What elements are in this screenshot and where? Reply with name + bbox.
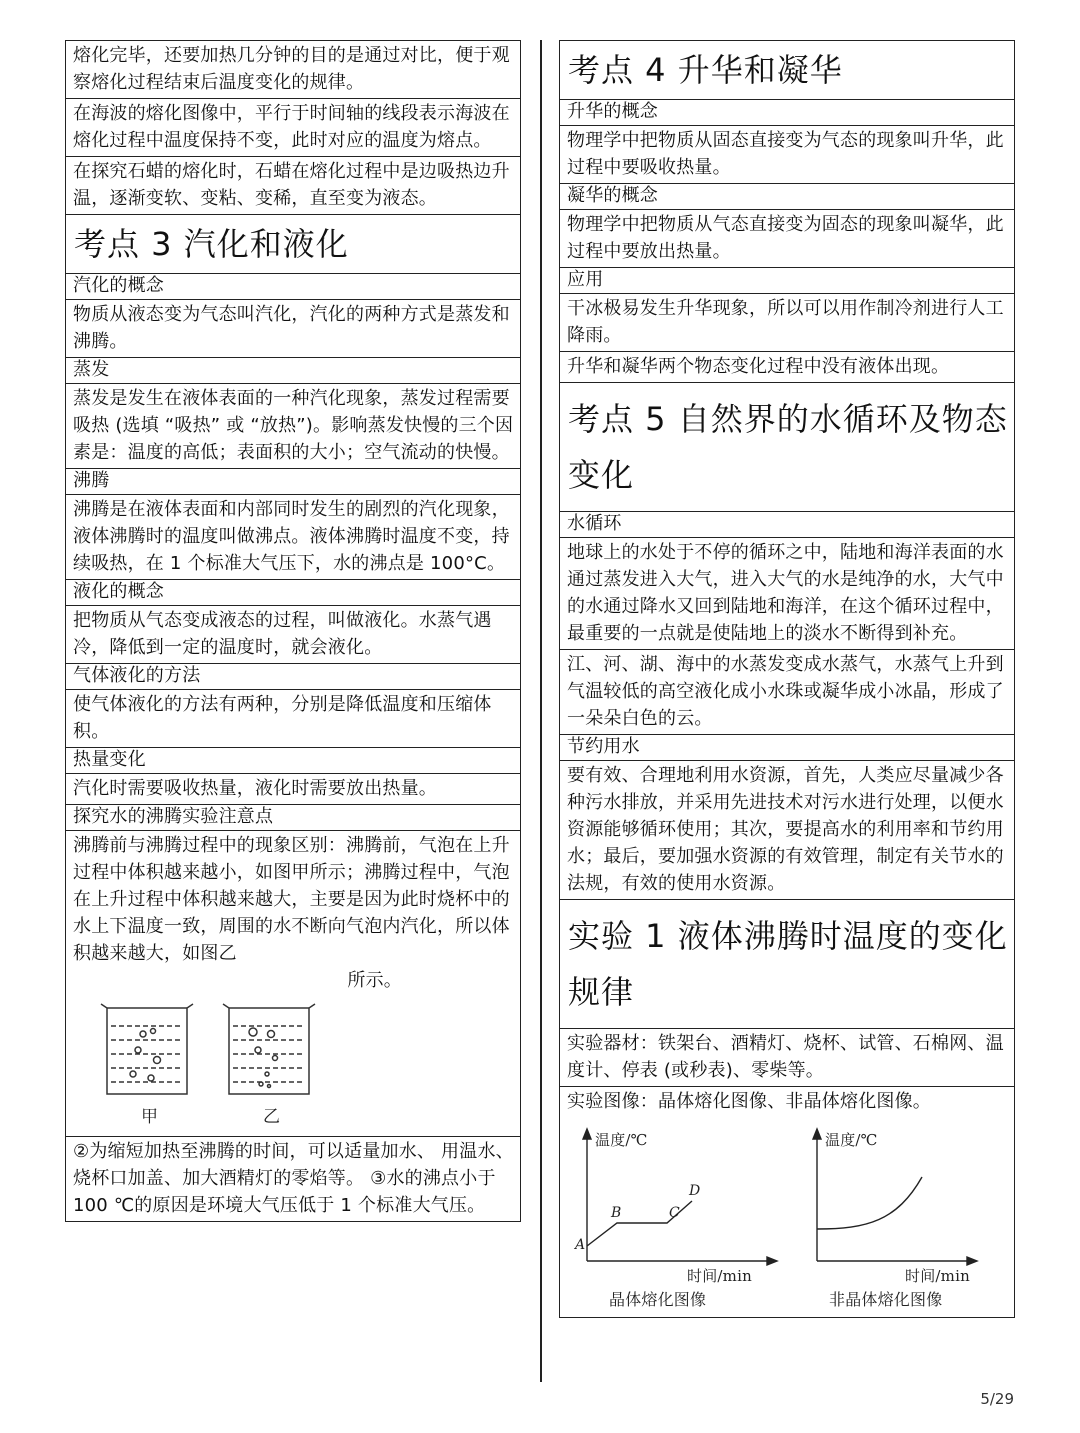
row-label: 应用 [560,267,1014,293]
row-text: 物质从液态变为气态叫汽化，汽化的两种方式是蒸发和沸腾。 [66,299,520,357]
table-row: 在探究石蜡的熔化时，石蜡在熔化过程中是边吸热边升温，逐渐变软、变粘、变稀，直至变为液态。 [66,156,520,214]
experiment-title-1: 实验 1 液体沸腾时温度的变化规律 [560,899,1014,1028]
row-text: 汽化时需要吸收热量，液化时需要放出热量。 [66,773,520,804]
row-text: 地球上的水处于不停的循环之中，陆地和海洋表面的水通过蒸发进入大气，进入大气的水是纯净的水，大气中的水通过降水又回到陆地和海洋，在这个循环过程中，最重要的一点就是使陆地上的淡水不断得到补充。 [560,537,1014,649]
row-text: 把物质从气态变成液态的过程，叫做液化。水蒸气遇冷，降低到一定的温度时，就会液化。 [66,605,520,663]
row-text: 使气体液化的方法有两种，分别是降低温度和压缩体积。 [66,689,520,747]
experiment-equipment: 实验器材：铁架台、酒精灯、烧杯、试管、石棉网、温度计、停表 (或秒表)、零柴等。 [560,1028,1014,1086]
crystal-xlabel: 时间/min [687,1267,752,1285]
row-text: 干冰极易发生升华现象，所以可以用作制冷剂进行人工降雨。 [560,293,1014,351]
beaker-yi [223,1004,315,1094]
beaker-jia [101,1004,193,1094]
point-d: D [689,1183,701,1199]
row-text: 要有效、合理地利用水资源，首先，人类应尽量减少各种污水排放，并采用先进技术对污水进行处理，以便水资源能够循环使用；其次，要提高水的利用率和节约用水；最后，要加强水资源的有效管理，制定有关节水的法规，有效的使用水资源。 [560,760,1014,899]
graph-crystal [583,1129,777,1265]
row-label: 水循环 [560,511,1014,537]
row-text: 物理学中把物质从固态直接变为气态的现象叫升华，此过程中要吸收热量。 [560,125,1014,183]
amorphous-xlabel: 时间/min [905,1267,970,1285]
table-row: 熔化完毕，还要加热几分钟的目的是通过对比，便于观察熔化过程结束后温度变化的规律。 [73,45,510,93]
row-text: 江、河、湖、海中的水蒸发变成水蒸气，水蒸气上升到气温较低的高空液化成小水珠或凝华成小冰晶，形成了一朵朵白色的云。 [560,649,1014,734]
beaker-diagram [93,998,353,1128]
left-column [65,40,521,1222]
column-divider [540,40,542,1382]
row-text: 物理学中把物质从气态直接变为固态的现象叫凝华，此过程中要放出热量。 [560,209,1014,267]
row-text: 蒸发是发生在液体表面的一种汽化现象，蒸发过程需要吸热 (选填 “吸热” 或 “放热”)。影响蒸发快慢的三个因素是：温度的高低；表面积的大小；空气流动的快慢。 [66,383,520,468]
point-b: B [611,1205,622,1221]
row-label: 沸腾 [66,468,520,494]
row-label: 热量变化 [66,747,520,773]
section-title-3: 考点 3 汽化和液化 [66,214,520,273]
boiling-notes-tail: 所示。 [347,970,402,991]
section-title-5: 考点 5 自然界的水循环及物态变化 [560,382,1014,511]
row-label: 汽化的概念 [66,273,520,299]
point-c: C [669,1205,680,1221]
row-label: 节约用水 [560,734,1014,760]
crystal-caption: 晶体熔化图像 [609,1290,707,1309]
row-label: 探究水的沸腾实验注意点 [66,804,520,830]
crystal-ylabel: 温度/℃ [595,1131,648,1149]
experiment-images-caption: 实验图像：晶体熔化图像、非晶体熔化图像。 [567,1091,931,1112]
row-text: 升华和凝华两个物态变化过程中没有液体出现。 [560,351,1014,382]
amorphous-ylabel: 温度/℃ [825,1131,878,1149]
page-number: 5/29 [980,1390,1014,1408]
row-label: 凝华的概念 [560,183,1014,209]
point-a: A [575,1237,586,1253]
graph-amorphous [813,1129,977,1265]
beaker-label-jia: 甲 [141,1107,159,1127]
boiling-notes-text: 沸腾前与沸腾过程中的现象区别：沸腾前，气泡在上升过程中体积越来越小，如图甲所示；沸腾过程中，气泡在上升过程中体积越来越大，主要是因为此时烧杯中的水上下温度一致，周围的水不断向气泡内汽化，所以体积越来越大，如图乙 [73,835,510,964]
table-row: 在海波的熔化图像中，平行于时间轴的线段表示海波在熔化过程中温度保持不变，此时对应的温度为熔点。 [66,98,520,156]
experiment-images [560,1086,1014,1317]
section-title-4: 考点 4 升华和凝华 [568,51,843,89]
row-label: 液化的概念 [66,579,520,605]
row-text: 沸腾是在液体表面和内部同时发生的剧烈的汽化现象，液体沸腾时的温度叫做沸点。液体沸腾时温度不变，持续吸热，在 1 个标准大气压下，水的沸点是 100°C。 [66,494,520,579]
boiling-notes [66,830,520,1136]
amorphous-caption: 非晶体熔化图像 [829,1290,943,1309]
row-label: 气体液化的方法 [66,663,520,689]
beaker-label-yi: 乙 [263,1107,281,1127]
row-label: 蒸发 [66,357,520,383]
right-table [559,40,1015,1318]
melting-graphs [567,1121,987,1311]
extra-notes: ②为缩短加热至沸腾的时间，可以适量加水、 用温水、烧杯口加盖、加大酒精灯的零焰等。 ③水的沸点小于 100 ℃的原因是环境大气压低于 1 个标准大气压。 [66,1136,520,1221]
right-column [559,40,1015,1318]
row-label: 升华的概念 [560,99,1014,125]
left-table-top [65,40,521,1222]
